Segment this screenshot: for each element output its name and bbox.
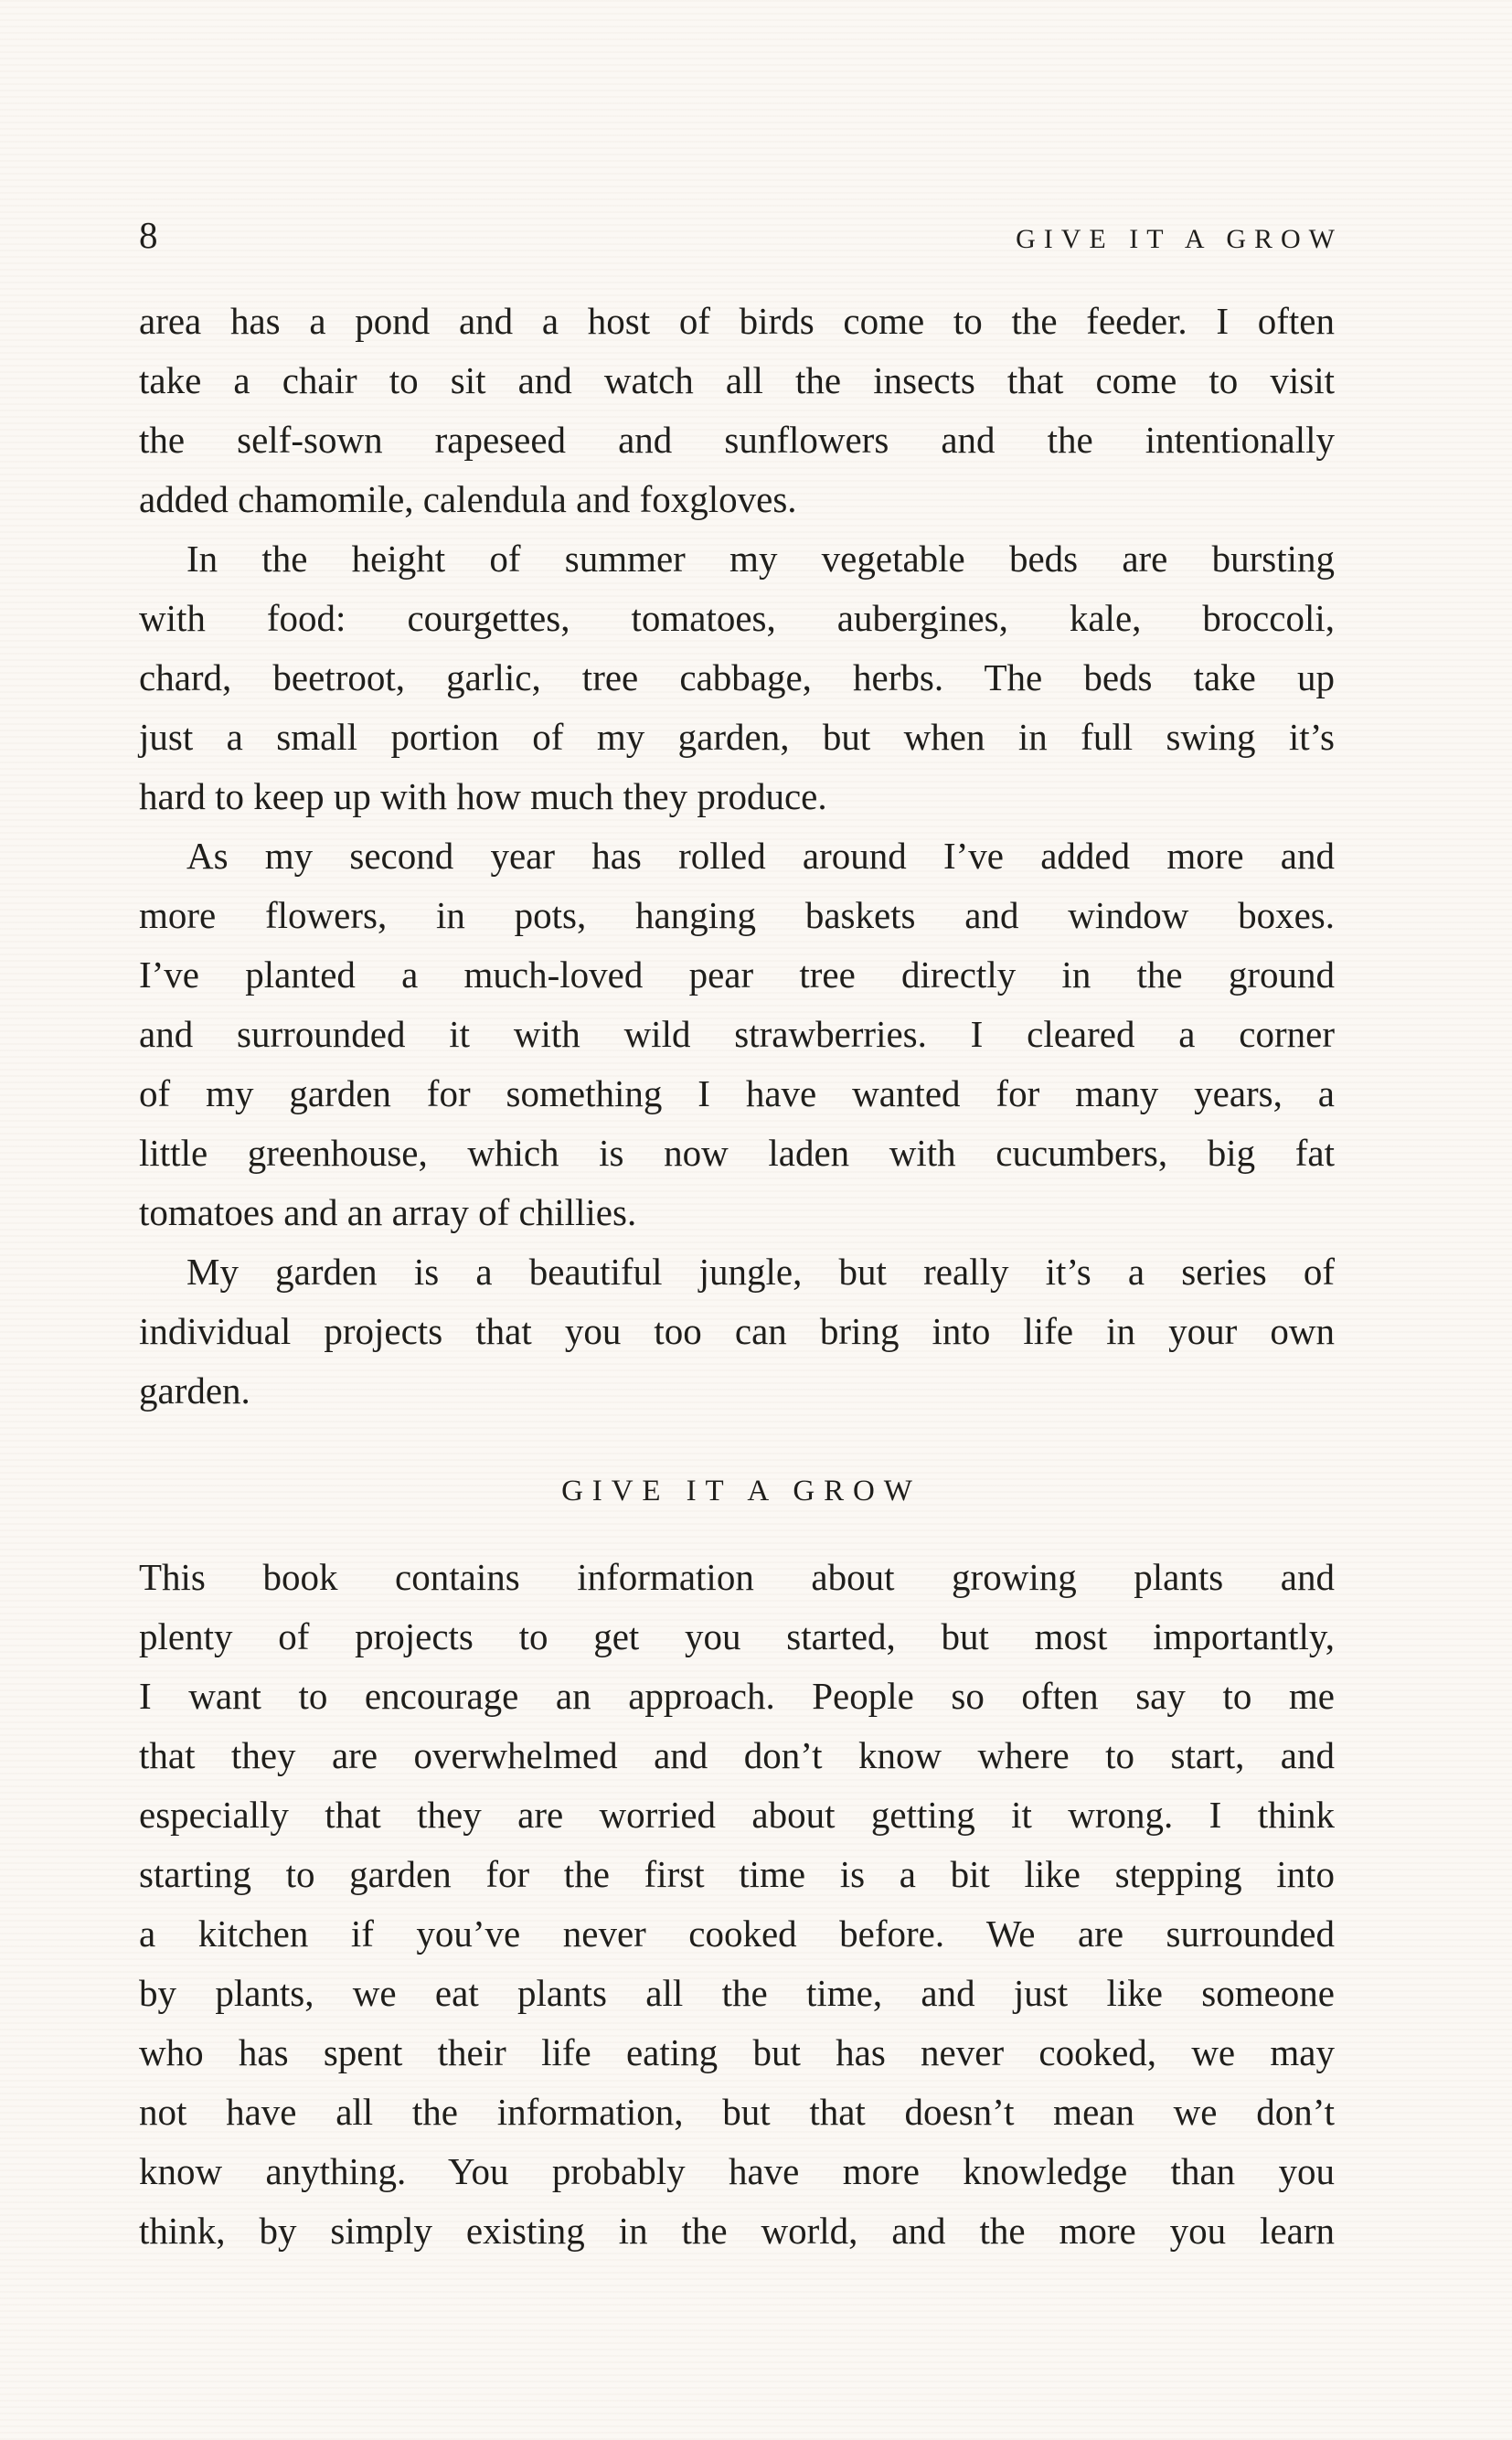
text-line: area has a pond and a host of birds come to the feeder. I often (139, 300, 1335, 342)
text-line: by plants, we eat plants all the time, and just like someone (139, 1972, 1335, 2014)
text-line: and surrounded it with wild strawberries. I cleared a corner (139, 1013, 1335, 1055)
text-line: take a chair to sit and watch all the insects that come to visit (139, 359, 1335, 401)
text-line: especially that they are worried about getting it wrong. I think (139, 1794, 1335, 1836)
page-number: 8 (139, 214, 158, 256)
page-content (139, 212, 1343, 2261)
text-line: I want to encourage an approach. People so often say to me (139, 1675, 1335, 1717)
text-line: more flowers, in pots, hanging baskets and window boxes. (139, 894, 1335, 936)
text-line: of my garden for something I have wanted for many years, a (139, 1072, 1335, 1114)
text-line: starting to garden for the first time is a bit like stepping into (139, 1853, 1335, 1895)
text-line: a kitchen if you’ve never cooked before. We are surrounded (139, 1913, 1335, 1955)
text-line: tomatoes and an array of chillies. (139, 1191, 637, 1233)
text-line: garden. (139, 1369, 250, 1412)
section-heading: GIVE IT A GROW (561, 1475, 921, 1508)
text-line: individual projects that you too can bring into life in your own (139, 1310, 1335, 1352)
paragraph (139, 826, 1335, 1242)
text-line: know anything. You probably have more knowledge than you (139, 2150, 1335, 2192)
text-line: the self-sown rapeseed and sunflowers and the intentionally (139, 419, 1335, 461)
text-line: hard to keep up with how much they produce. (139, 775, 827, 817)
text-line: In the height of summer my vegetable beds are bursting (186, 538, 1335, 580)
text-line: little greenhouse, which is now laden with cucumbers, big fat (139, 1132, 1335, 1174)
page-header (139, 212, 1343, 262)
text-line: added chamomile, calendula and foxgloves. (139, 478, 797, 520)
paragraph (139, 1548, 1335, 2261)
page-body (139, 292, 1335, 2261)
text-line: just a small portion of my garden, but when in full swing it’s (139, 716, 1335, 758)
text-line: plenty of projects to get you started, but most importantly, (139, 1615, 1335, 1657)
text-line: that they are overwhelmed and don’t know where to start, and (139, 1734, 1335, 1776)
text-line: with food: courgettes, tomatoes, aubergines, kale, broccoli, (139, 597, 1335, 639)
text-line: chard, beetroot, garlic, tree cabbage, herbs. The beds take up (139, 656, 1335, 698)
paragraph (139, 529, 1335, 826)
paragraph (139, 292, 1335, 529)
text-line: As my second year has rolled around I’ve added more and (186, 835, 1335, 877)
text-line: This book contains information about growing plants and (139, 1556, 1335, 1598)
text-line: who has spent their life eating but has never cooked, we may (139, 2031, 1335, 2073)
paragraph (139, 1242, 1335, 1421)
text-line: not have all the information, but that doesn’t mean we don’t (139, 2091, 1335, 2133)
text-line: I’ve planted a much-loved pear tree directly in the ground (139, 954, 1335, 996)
running-header: GIVE IT A GROW (1016, 224, 1343, 254)
text-line: My garden is a beautiful jungle, but really it’s a series of (186, 1251, 1335, 1293)
text-line: think, by simply existing in the world, and the more you learn (139, 2210, 1335, 2252)
